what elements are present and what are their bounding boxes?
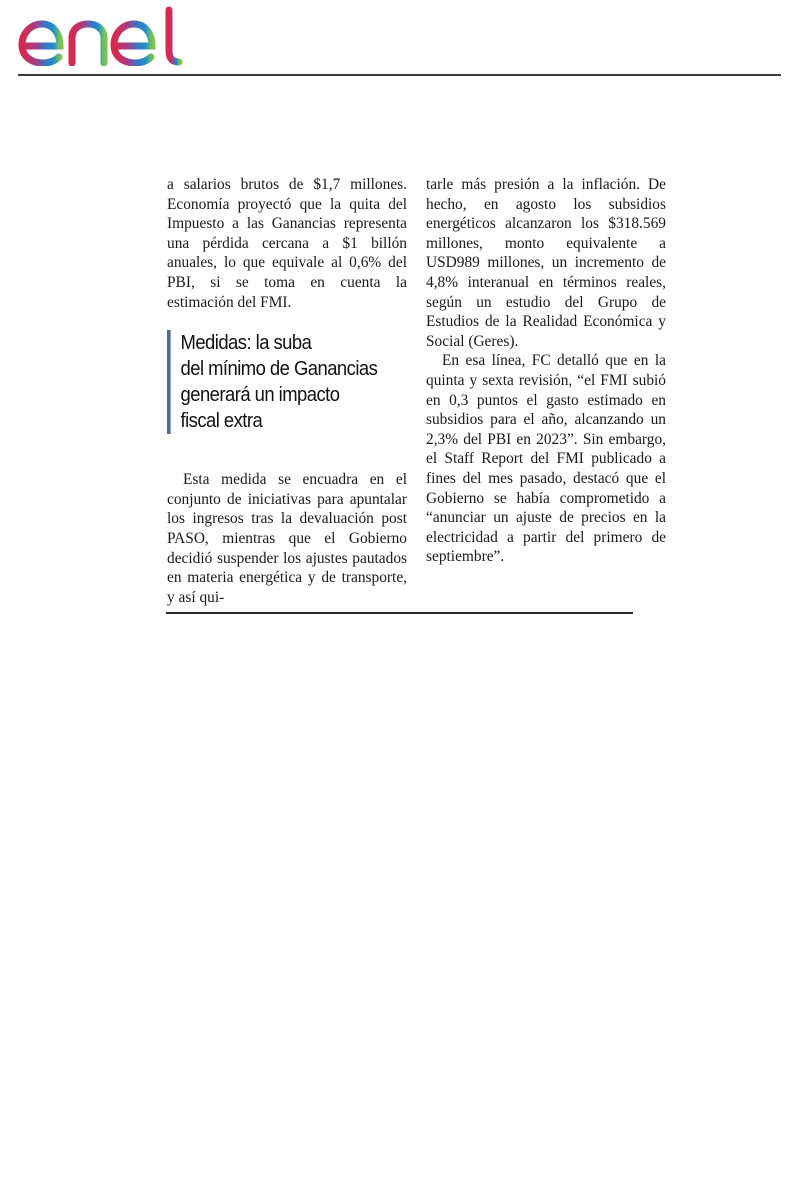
enel-logo[interactable]: [16, 4, 186, 71]
right-paragraph-2: En esa línea, FC detalló que en la quinta y sexta revisión, “el FMI subió en 0,3 puntos el gasto estimado en subsidios para el año, alcanzando un 2,3% del PBI en 2023”. Sin embargo, el Staff Report del FMI publicado a fines del mes pasado, destacó que el Gobierno se había comprometido a “anunciar un ajuste de precios en la electricidad a partir del primero de septiembre”.: [426, 352, 666, 566]
left-paragraph-2: Esta medida se encuadra en el conjunto de iniciativas para apuntalar los ingresos tras la devaluación post PASO, mientras que el Gobierno decidió suspender los ajustes pautados en materia energética y de transporte, y así qui-: [167, 471, 407, 606]
article-bottom-divider: [166, 612, 633, 614]
article-left-column: [167, 175, 407, 607]
left-paragraph-1: a salarios brutos de $1,7 millones. Economía proyectó que la quita del Impuesto a las Ganancias representa una pérdida cercana a $1 billón anuales, lo que equivale al 0,6% del PBI, si se toma en cuenta la estimación del FMI.: [167, 176, 407, 311]
subheading-line-1: Medidas: la suba: [180, 331, 312, 355]
header-divider: [18, 74, 781, 76]
enel-logo-graphic: [16, 4, 186, 66]
subheading-line-4: fiscal extra: [180, 409, 263, 433]
subheading-line-3: generará un impacto: [180, 383, 340, 407]
section-subheading: [167, 330, 383, 434]
page-header: [0, 0, 800, 76]
article-right-column: [426, 175, 666, 567]
right-paragraph-1: tarle más presión a la inflación. De hecho, en agosto los subsidios energéticos alcanzaron los $318.569 millones, monto equivalente a USD989 millones, un incremento de 4,8% interanual en términos reales, según un estudio del Grupo de Estudios de la Realidad Económica y Social (Geres).: [426, 176, 666, 350]
subheading-line-2: del mínimo de Ganancias: [180, 357, 378, 381]
